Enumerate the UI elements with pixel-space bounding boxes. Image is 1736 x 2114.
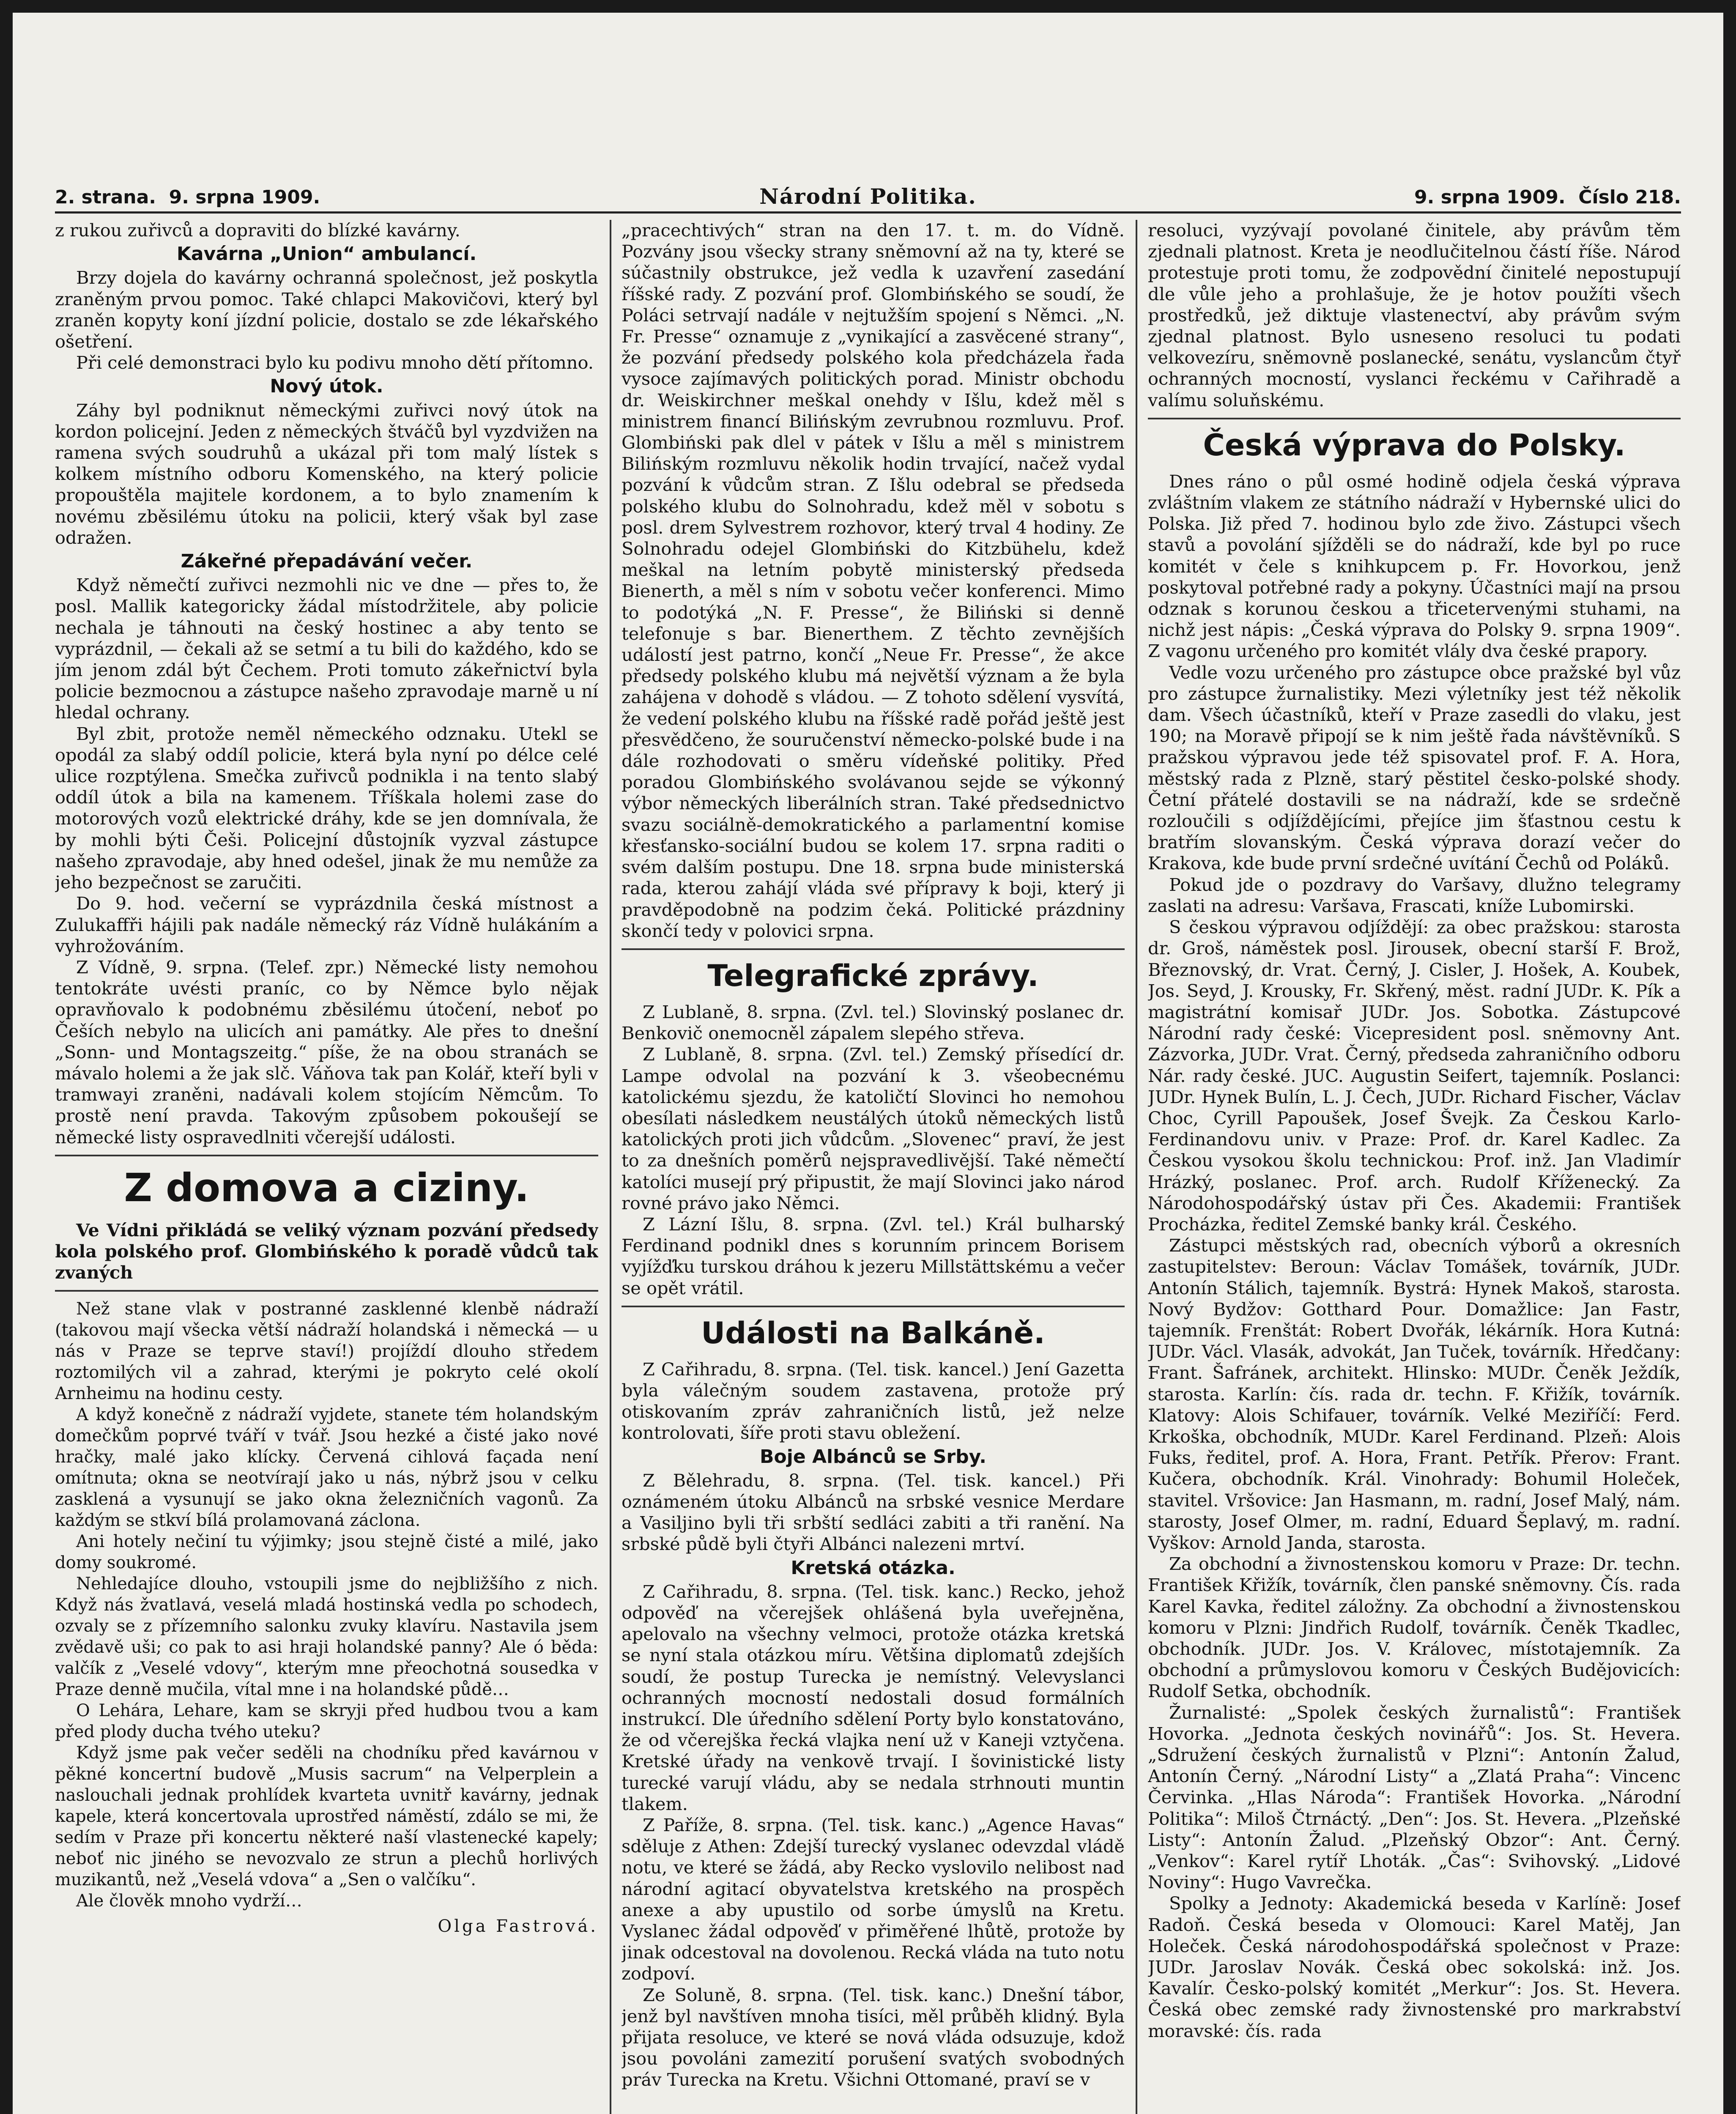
paragraph: Do 9. hod. večerní se vyprázdnila česká místnost a Zulukaffři hájili pak nadále německý ráz Vídně hulákáním a vyhrožováním. [55,893,598,956]
paragraph: resoluci, vyzývají povolané činitele, aby právům těm zjednali platnost. Kreta je neodlučitelnou částí říše. Národ protestuje proti tomu, že zodpovědní činitelé nepostupují dle vůle jeho a prohlašuje, že je hotov použíti všech prostředků, jež diktuje vlastenectví, aby právům svým zjednal platnost. Bylo usneseno resoluci tu podati velkovezíru, sněmovně poslanecké, senátu, vyslancům čtyř ochranných mocností, vyslanci řeckému v Cařihradě a valímu soluňskému. [1148,220,1681,411]
paragraph: Pokud jde o pozdravy do Varšavy, dlužno telegramy zaslati na adresu: Varšava, Frascati, kníže Lubomirski. [1148,874,1681,916]
paragraph: Spolky a Jednoty: Akademická beseda v Karlíně: Josef Radoň. Česká beseda v Olomouci: Karel Matěj, Jan Holeček. Česká národohospodářská společnost v Praze: JUDr. Jaroslav Novák. Česká obec sokolská: inž. Jos. Kavalír. Česko-polský komitét „Merkur“: Jos. St. Hevera. Česká obec zemské rady živnostenské pro markrabství moravské: čís. rada [1148,1893,1681,2041]
paragraph: Z Bělehradu, 8. srpna. (Tel. tisk. kancel.) Při oznámeném útoku Albánců na srbské vesnice Merdare a Vasiljino byli tři srbští sedláci zabiti a tři ranění. Na srbské půdě byli čtyři Albánci nalezeni mrtví. [622,1470,1125,1555]
paragraph: Za obchodní a živnostenskou komoru v Praze: Dr. techn. František Křižík, továrník, člen panské sněmovny. Čís. rada Karel Kavka, ředitel záložny. Za obchodní a živnostenskou komoru v Plzni: Jindřich Rudolf, továrník. Čeněk Tkadlec, obchodník. JUDr. Jos. V. Královec, místotajemník. Za obchodní a průmyslovou komoru v Českých Budějovicích: Rudolf Setka, obchodník. [1148,1553,1681,1702]
paragraph: O Lehára, Lehare, kam se skryji před hudbou tvou a kam před plody ducha tvého uteku? [55,1701,598,1742]
paragraph: A když konečně z nádraží vyjdete, stanete tém holandským domečkům poprvé tváří v tvář. Jsou hezké a čisté jako nové hračky, malé jako klícky. Červená cihlová façada není omítnuta; okna se neotvírají jako u nás, nýbrž jsou v celku zasklená a vysunují se jako okna železničních vagonů. Za každým se stkví bílá prolamovaná záclona. [55,1405,598,1531]
subheading: Nový útok. [270,375,383,397]
separator [55,1290,598,1292]
paragraph: Z Vídně, 9. srpna. (Telef. zpr.) Německé listy nemohou tentokráte uvésti praníc, co by Němce bylo nějak opravňovalo k podobnému zběsilému útočení, neboť po Češích nebylo na ulicích ani památky. Ale přes to dnešní „Sonn- und Montagszeitg.“ píše, že na obou stranách se mávalo holemi a že jak slč. Váňova tak pan Kolář, kteří byli v tramwayi zraněni, nadávali kolem stojícím Němcům. To prostě není pravda. Takovým způsobem pokoušejí se německé listy ospravedlniti včerejší události. [55,956,598,1147]
issue-number: Číslo 218. [1578,186,1681,208]
separator [622,1306,1125,1307]
lead-paragraph: Ve Vídni přikládá se veliký význam pozvání předsedy kola polského prof. Glombińského k poradě vůdců tak zvaných [55,1219,598,1283]
section-heading: Události na Balkáně. [701,1315,1045,1350]
paragraph: Záhy byl podniknut německými zuřivci nový útok na kordon policejní. Jeden z německých štváčů byl vyzdvižen na ramena svých soudruhů a ukázal při tom malý lístek s kolkem místního odboru Komenského, na který policie propouštěla majitele kordonem, a to bylo znamením k novému zběsilému útoku na policii, který však byl zase odražen. [55,400,598,548]
paragraph: z rukou zuřivců a dopraviti do blízké kavárny. [55,220,460,241]
paragraph: Z Cařihradu, 8. srpna. (Tel. tisk. kancel.) Jení Gazetta byla válečným soudem zastavena, protože prý otiskovaním zpráv zahraničních listů, jež nelze kontrolovati, šíře proti stavu obležení. [622,1358,1125,1443]
paragraph: Z Paříže, 8. srpna. (Tel. tisk. kanc.) „Agence Havas“ sděluje z Athen: Zdejší turecký vyslanec odevzdal vládě notu, ve které se žádá, aby Recko vyslovilo nelibost nad národní agitací obyvatelstva kretského na prospěch anexe a aby upustilo od sorbe úmyslů na Kretu. Vyslanec žádal odpověď v přiměřené lhůtě, protože by jinak odcestoval na dovolenou. Recká vláda na tuto notu zodpoví. [622,1815,1125,1984]
paragraph: „pracechtivých“ stran na den 17. t. m. do Vídně. Pozvány jsou všecky strany sněmovní až na ty, které se súčastnily obstrukce, jež vedla k uzavření zasedání říšské rady. Z pozvání prof. Glombińského se soudí, že Poláci setrvají nadále v nejtužším spojení s Němci. „N. Fr. Presse“ oznamuje z „vynikající a zasvěcené strany“, že pozvání předsedy polského kola předcházela řada vysoce zajímavých politických porad. Ministr obchodu dr. Weiskirchner meškal onehdy v Išlu, kdež měl s ministrem financí Bilińským zevrubnou rozmluvu. Prof. Glombiński pak dlel v pátek v Išlu a měl s ministrem Bilińským rozmluvu několik hodin trvající, načež vydal pozvání k vůdcům stran. Z Išlu odebral se předseda polského klubu do Solnohradu, kdež měl v sobotu s posl. drem Sylvestrem rozhovor, který trval 4 hodiny. Ze Solnohradu odejel Glombiński do Kitzbühelu, kdež meškal na letním pobytě ministerský předseda Bienerth, a měl s ním v sobotu večer konferenci. Mimo to podotýká „N. F. Presse“, že Biliński si denně telefonuje s bar. Bienerthem. Z těchto zevnějších událostí jest patrno, končí „Neue Fr. Presse“, že akce předsedy polského klubu má největší význam a že byla zahájena v dohodě s vládou. — Z tohoto sdělení vysvítá, že vedení polského klubu na říšské radě pořád ještě jest přesvědčeno, že souručenství německo-polské bude i na dále rozhodovati o směru vídeňské politiky. Před poradou Glombińského svolávanou sejde se výkonný výbor německých liberálních stran. Také předsednictvo svazu sociálně-demokratického a parlamentní komise křesťansko-sociální budou se kolem 17. srpna raditi o svém dalším postupu. Dne 18. srpna bude ministerská rada, kterou zahájí vláda své přípravy k boji, který ji pravděpodobně na podzim čeká. Politické prázdniny skončí tedy v polovici srpna. [622,220,1125,941]
subheading: Boje Albánců se Srby. [760,1446,986,1468]
paragraph: Z Cařihradu, 8. srpna. (Tel. tisk. kanc.) Recko, jehož odpověď na včerejšek ohlášená byla uveřejněna, apelovalo na všechny velmoci, protože otázka kretská se nyní stala otázkou míru. Většina diplomatů zdejších soudí, že postup Turecka je nemístný. Velevyslanci ochranných mocností nedostali dosud formálních instrukcí. Dle úředního sdělení Porty bylo konstatováno, že od včerejška řecká vlajka není už v Kaneji vztyčena. Kretské úřady na venkově trvají. I šovinistické listy turecké varují vládu, aby se nedala strhnouti muntin tlakem. [622,1581,1125,1814]
feuilleton [55,1298,598,1937]
separator [622,948,1125,950]
paragraph: Z Lublaně, 8. srpna. (Zvl. tel.) Slovinský poslanec dr. Benkovič onemocněl zápalem slepého střeva. [622,1001,1125,1044]
subheading: Kavárna „Union“ ambulancí. [176,243,477,265]
paragraph: Žurnalisté: „Spolek českých žurnalistů“: František Hovorka. „Jednota českých novinářů“: Jos. St. Hevera. „Sdružení českých žurnalistů v Plzni“: Antonín Žalud, Antonín Černý. „Národní Listy“ a „Zlatá Praha“: Vincenc Červinka. „Hlas Národa“: František Hovorka. „Národní Politika“: Miloš Čtrnáctý. „Den“: Jos. St. Hevera. „Plzeňské Listy“: Antonín Žalud. „Plzeňský Obzor“: Ant. Černý. „Venkov“: Karel rytíř Lhoták. „Čas“: Svihovský. „Lidové Noviny“: Hugo Vavrečka. [1148,1702,1681,1893]
column-2 [622,220,1125,2114]
paragraph: Dnes ráno o půl osmé hodině odjela česká výprava zvláštním vlakem ze státního nádraží v Hybernské ulici do Polska. Již před 7. hodinou bylo zde živo. Zástupci všech stavů a povolání sjížděli se do nádraží, kde byl po ruce komitét v čele s knihkupcem p. Fr. Hovorkou, jenž poskytoval potřebné rady a pokyny. Účastníci mají na prsou odznak s korunou českou a třicetervenými stuhami, na nichž jest nápis: „Česká výprava do Polsky 9. srpna 1909“. Z vagonu určeného pro komitét vlály dva české prapory. [1148,471,1681,662]
page-number: 2. strana. [55,186,156,208]
separator [1148,418,1681,419]
header-date-left: 9. srpna 1909. [169,186,320,208]
paragraph: S českou výpravou odjíždějí: za obec pražskou: starosta dr. Groš, náměstek posl. Jirousek, obecní starší F. Brož, Březnovský, dr. Vrat. Černý, J. Cisler, J. Hošek, A. Koubek, Jos. Seyd, J. Krousky, Fr. Skřený, měst. radní JUDr. K. Pík a magistrátní komisař JUDr. Jos. Sobotka. Zástupcové Národní rady české: Vicepresident posl. sněmovny Ant. Zázvorka, JUDr. Vrat. Černý, předseda zahraničního odboru Nár. rady české. JUC. Augustin Seifert, tajemník. Poslanci: JUDr. Hynek Bulín, L. J. Čech, JUDr. Richard Fischer, Václav Choc, Cyrill Papoušek, Josef Švejk. Za Českou Karlo-Ferdinandovu univ. v Praze: Prof. dr. Karel Kadlec. Za Českou vysokou školu technickou: Prof. inž. Jan Vladimír Hrázký, poslanec. Prof. arch. Rudolf Kříženecký. Za Národohospodářský ústav při Čes. Akademii: František Procházka, ředitel Zemské banky král. Českého. [1148,917,1681,1235]
separator [55,1155,598,1156]
paragraph: Než stane vlak v postranné zasklenné klenbě nádraží (takovou mají všecka větší nádraží holandská i německá — u nás v Praze se teprve staví!) projíždí dlouho středem roztomilých vil a zahrad, kterými je pokryto celé okolí Arnheimu na hodinu cesty. [55,1299,598,1404]
author-signature: Olga Fastrová. [438,1917,598,1936]
paragraph: Zástupci městských rad, obecních výborů a okresních zastupitelstev: Beroun: Václav Tomášek, továrník, JUDr. Antonín Stálich, tajemník. Bystrá: Hynek Makoš, starosta. Nový Bydžov: Gotthard Pour. Domažlice: Jan Fastr, tajemník. Frenštát: Robert Dvořák, lékárník. Hora Kutná: JUDr. Václ. Vlasák, advokát, Jan Tuček, továrník. Hředčany: Frant. Šafránek, architekt. Hlinsko: MUDr. Čeněk Ježdík, starosta. Karlín: čís. rada dr. techn. F. Křižík, továrník. Klatovy: Alois Schifauer, továrník. Velké Meziříčí: Ferd. Krkoška, obchodník, MUDr. Karel Ferdinand. Plzeň: Alois Fuks, ředitel, prof. A. Hora, Frant. Petřík. Přerov: Frant. Kučera, obchodník. Král. Vinohrady: Bohumil Holeček, stavitel. Vršovice: Jan Hasmann, m. radní, Josef Malý, nám. starosty, Josef Olmer, m. radní, Eduard Šeplavý, m. radní. Vyškov: Arnold Janda, starosta. [1148,1235,1681,1553]
column-rule [1136,220,1137,2114]
newspaper-title: Národní Politika. [759,184,977,209]
paragraph: Když němečtí zuřivci nezmohli nic ve dne — přes to, že posl. Mallik kategoricky žádal místodržitele, aby policie nechala je táhnouti na český hostinec a aby tento se vyprázdnil, — čekali až se setmí a tu bili do každého, kdo se jím jenom zdál být Čechem. Proti tomuto zákeřnictví byla policie bezmocnou a zástupce našeho zpravodaje marně u ní hledal ochrany. [55,575,598,723]
paragraph: Ani hotely nečiní tu výjimky; jsou stejně čisté a milé, jako domy soukromé. [55,1532,598,1573]
section-heading: Česká výprava do Polsky. [1203,427,1626,463]
paragraph: Ale člověk mnoho vydrží… [76,1891,302,1911]
paragraph: Z Lublaně, 8. srpna. (Zvl. tel.) Zemský přísedící dr. Lampe odvolal na pozvání k 3. všeobecnému katolickému sjezdu, že katoličtí Slovinci ho nemohou obesílati následkem neustálých útoků německých listů katolických proti jich vůdcům. „Slovenec“ praví, že jest to za dnešních poměrů nejspravedlivější. Také němečtí katolíci musejí prý připustit, že mají Slovinci jako národ rovné právo jako Němci. [622,1044,1125,1213]
header-right [1414,186,1681,208]
section-heading: Z domova a ciziny. [124,1165,529,1210]
subheading: Zákeřné přepadávání večer. [181,550,473,572]
paragraph: Ze Soluně, 8. srpna. (Tel. tisk. kanc.) Dnešní tábor, jenž byl navštíven mnoha tisíci, měl průběh klidný. Byla přijata resoluce, ve které se nová vláda odsuzuje, kdož jsou povoláni zamezití porušení svatých svobodných práv Turecka na Kretu. Všichni Ottomané, praví se v [622,1984,1125,2090]
column-3 [1148,220,1681,2114]
paragraph: Při celé demonstraci bylo ku podivu mnoho dětí přítomno. [76,352,594,373]
paragraph: Brzy dojela do kavárny ochranná společnost, jež poskytla zraněným prvou pomoc. Také chlapci Makovičovi, který byl zraněn kopyty koní jízdní policie, dostalo se zde lékařského ošetření. [55,267,598,352]
section-heading: Telegrafické zprávy. [707,958,1039,993]
paragraph: Byl zbit, protože neměl německého odznaku. Utekl se opodál za slabý oddíl policie, která byla nyní po délce celé ulice rozptýlena. Smečka zuřivců podnikla i na tento slabý oddíl útok a bila na kamenem. Tříškala holemi zase do motorových vozů elektrické dráhy, kde se jen domnívala, že by mohli býti Češi. Policejní důstojník vyzval zástupce našeho zpravodaje, aby hned odešel, jinak že mu nemůže za jeho bezpečnost se zaručiti. [55,723,598,893]
paragraph: Když jsme pak večer seděli na chodníku před kavárnou v pěkné koncertní budově „Musis sacrum“ na Velperplein a naslouchali jednak prohlídek kvarteta uvnitř kavárny, jednak kapele, která koncertovala uprostřed náměstí, zdálo se mi, že sedím v Praze při koncertu některé naší vlastenecké kapely; neboť nic jiného se nevozvalo ze strun a plechů horlivých muzikantů, než „Veselá vdova“ a „Sen o valčíku“. [55,1743,598,1890]
column-1 [55,220,598,2114]
column-rule [610,220,611,2114]
paragraph: Vedle vozu určeného pro zástupce obce pražské byl vůz pro zástupce žurnalistiky. Mezi výletníky jest též několik dam. Všech účastníků, kteří v Praze zasedli do vlaku, jest 190; na Moravě připojí se k nim ještě řada návštěvníků. S pražskou výpravou jede též spisovatel prof. F. A. Hora, městský rada z Plzně, starý pěstitel česko-polské shody. Četní přátelé dostavili se na nádraží, kde se srdečně rozloučili s odjíždějícími, přejíce jim šťastnou cestu k bratřím slovanským. Česká výprava dorazí večer do Krakova, kde bude první srdečné uvítání Čechů od Poláků. [1148,662,1681,874]
header-date-right: 9. srpna 1909. [1414,186,1566,208]
subheading: Kretská otázka. [791,1557,956,1579]
paragraph: Z Lázní Išlu, 8. srpna. (Zvl. tel.) Král bulharský Ferdinand podnikl dnes s korunním princem Borisem vyjížďku turskou dráhou k jezeru Millstättskému a večer se opět vrátil. [622,1213,1125,1298]
paragraph: Nehledajíce dlouho, vstoupili jsme do nejbližšího z nich. Když nás žvatlavá, veselá mladá hostinská vedla po schodech, ozvaly se z přízemního salonku zvuky klavíru. Nastavila jsem zvědavě uši; co pak to asi hraji holandské panny? Ale ó běda: valčík z „Veselé vdovy“, kterým mne přeochotná sousedka v Praze denně mučila, vítal mne i na holandské půdě… [55,1574,598,1700]
page-header [55,182,1681,214]
